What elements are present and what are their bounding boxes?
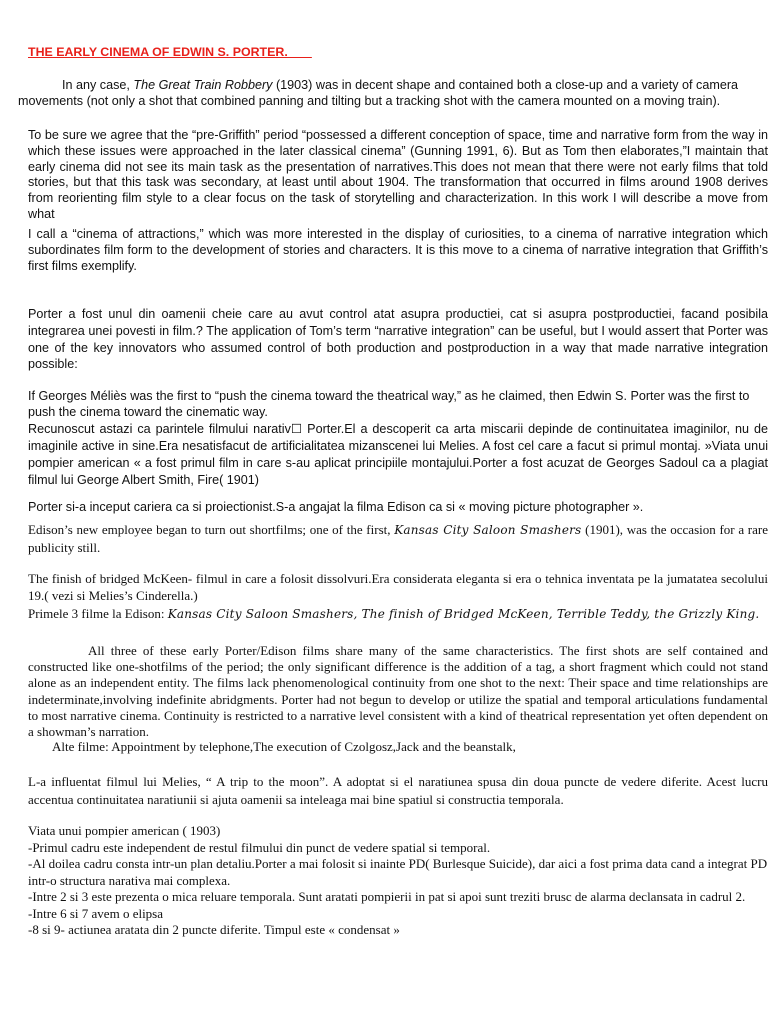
paragraph-pre-griffith: To be sure we agree that the “pre-Griffith” period “possessed a different conception of space, time and narrative form from the way in which these issues were approached in the later classical cinema” (Gunning 1991, 6). But as Tom then elaborates,”I maintain that early cinema did not see its main task as the presentation of narratives.This does not mean that there were not early films that told stories, but that this task was secondary, at least until about 1904. The transformation that occurred in films around 1908 derives from reorienting film style to a clear focus on the task of storytelling and characterization. In this work I will describe a move from what xyxy=(28,128,768,221)
paragraph-porter-control: Porter a fost unul din oamenii cheie care au avut control atat asupra productiei, cat si asupra postproductiei, facand posibila integrarea unei povesti in film.? The application of Tom’s term “narrative integration” can be useful, but I would assert that Porter was one of the key innovators who assumed control of both production and postproduction in a way that made narrative integration possible: xyxy=(28,307,768,372)
list-item: -Primul cadru este independent de restul filmului din punct de vedere spatial si temporal. xyxy=(28,839,491,855)
list-item: -Intre 2 si 3 este prezenta o mica reluare temporala. Sunt aratati pompierii in pat si apoi sunt treziti brusc de alarma declansata in cadrul 2. xyxy=(28,889,746,904)
paragraph-text: Primele 3 filme la Edison: xyxy=(28,606,168,621)
list-heading: Viata unui pompier american ( 1903) xyxy=(28,823,221,838)
paragraph-proiectionist: Porter si-a inceput cariera ca si proiectionist.S-a angajat la filma Edison ca si « moving picture photographer ». xyxy=(28,500,644,514)
paragraph-bridged-mckeen: The finish of bridged McKeen- filmul in care a folosit dissolvuri.Era considerata eleganta si era o tehnica inventata pe la jumatatea secolului 19.( vezi si Melies’s Cinderella.) xyxy=(28,571,768,603)
document-title: THE EARLY CINEMA OF EDWIN S. PORTER. xyxy=(28,45,312,59)
paragraph-parintele-filmului: Recunoscut astazi ca parintele filmului narativ☐ Porter.El a descoperit ca arta miscarii depinde de continuitatea imaginilor, nu de imaginile active in sine.Era nesatisfacut de artificialitatea mizanscenei lui Melies. A fost cel care a facut si primul montaj. »Viata unui pompier american « a fost primul film in care s-au aplicat principiile montajului.Porter a fost acuzat de Georges Sadoul ca a plagiat filmul lui George Albert Smith, Fire( 1901) xyxy=(28,422,768,487)
list-item: -8 si 9- actiunea aratata din 2 puncte diferite. Timpul este « condensat » xyxy=(28,922,400,937)
paragraph-text: In any case, xyxy=(62,78,134,92)
paragraph-porter-edison-films: All three of these early Porter/Edison films share many of the same characteristics. The first shots are self contained and constructed like one-shotfilms of the period; the only significant difference is the addition of a tag, a short fragment which could not stand alone as an independent entity. The films lack phenomenological continuity from one shot to the next: Their space and time relationships are indeterminate,involving indefinite abridgments. Porter had not begun to develop or utilize the spatial and temporal articulations fundamental to most narrative cinema. Continuity is restricted to a narrative level consistent with a kind of theatrical representation yet often dependent on a showman’s narration. xyxy=(28,643,768,740)
viata-unui-pompier-list xyxy=(28,823,768,939)
list-item: -Intre 6 si 7 avem o elipsa xyxy=(28,905,164,921)
paragraph-text: (1903) was in decent shape and contained both a close-up and a variety of camera movements (not only a shot that combined panning and tilting but a tracking shot with the camera mounted on a moving train). xyxy=(18,78,739,108)
film-list: Kansas City Saloon Smashers, The finish of Bridged McKeen, Terrible Teddy, the Grizzly King. xyxy=(167,607,760,621)
paragraph-alte-filme: Alte filme: Appointment by telephone,The execution of Czolgosz,Jack and the beanstalk, xyxy=(52,739,516,754)
paragraph-melies-porter: If Georges Méliès was the first to “push the cinema toward the theatrical way,” as he claimed, then Edwin S. Porter was the first to push the cinema toward the cinematic way. xyxy=(28,389,750,419)
list-item: -Al doilea cadru consta intr-un plan detaliu.Porter a mai folosit si inainte PD( Burlesque Suicide), dar aici a fost prima data cand a integrat PD intr-o structura narativa mai complexa. xyxy=(28,856,768,888)
paragraph-cinema-of-attractions: I call a “cinema of attractions,” which was more interested in the display of curiosities, to a cinema of narrative integration which subordinates film form to the development of stories and characters. It is this move to a cinema of narrative integration that Griffith’s first films exemplify. xyxy=(28,227,768,273)
paragraph-text: Edison’s new employee began to turn out shortfilms; one of the first, xyxy=(28,522,395,537)
paragraph-great-train-robbery xyxy=(18,78,766,110)
paragraph-edison-employee xyxy=(28,521,768,556)
paragraph-text: (1901), was the occasion for a rare publicity still. xyxy=(28,522,768,555)
paragraph-primele-3-filme xyxy=(28,604,768,624)
film-title: The Great Train Robbery xyxy=(133,78,273,92)
film-title: Kansas City Saloon Smashers xyxy=(394,523,582,537)
paragraph-trip-to-the-moon: L-a influentat filmul lui Melies, “ A trip to the moon”. A adoptat si el naratiunea spusa din doua puncte de vedere diferite. Acest lucru accentua continuitatea naratiunii si ajuta oamenii sa inteleaga mai bine spatiul si constructia temporala. xyxy=(28,774,768,807)
